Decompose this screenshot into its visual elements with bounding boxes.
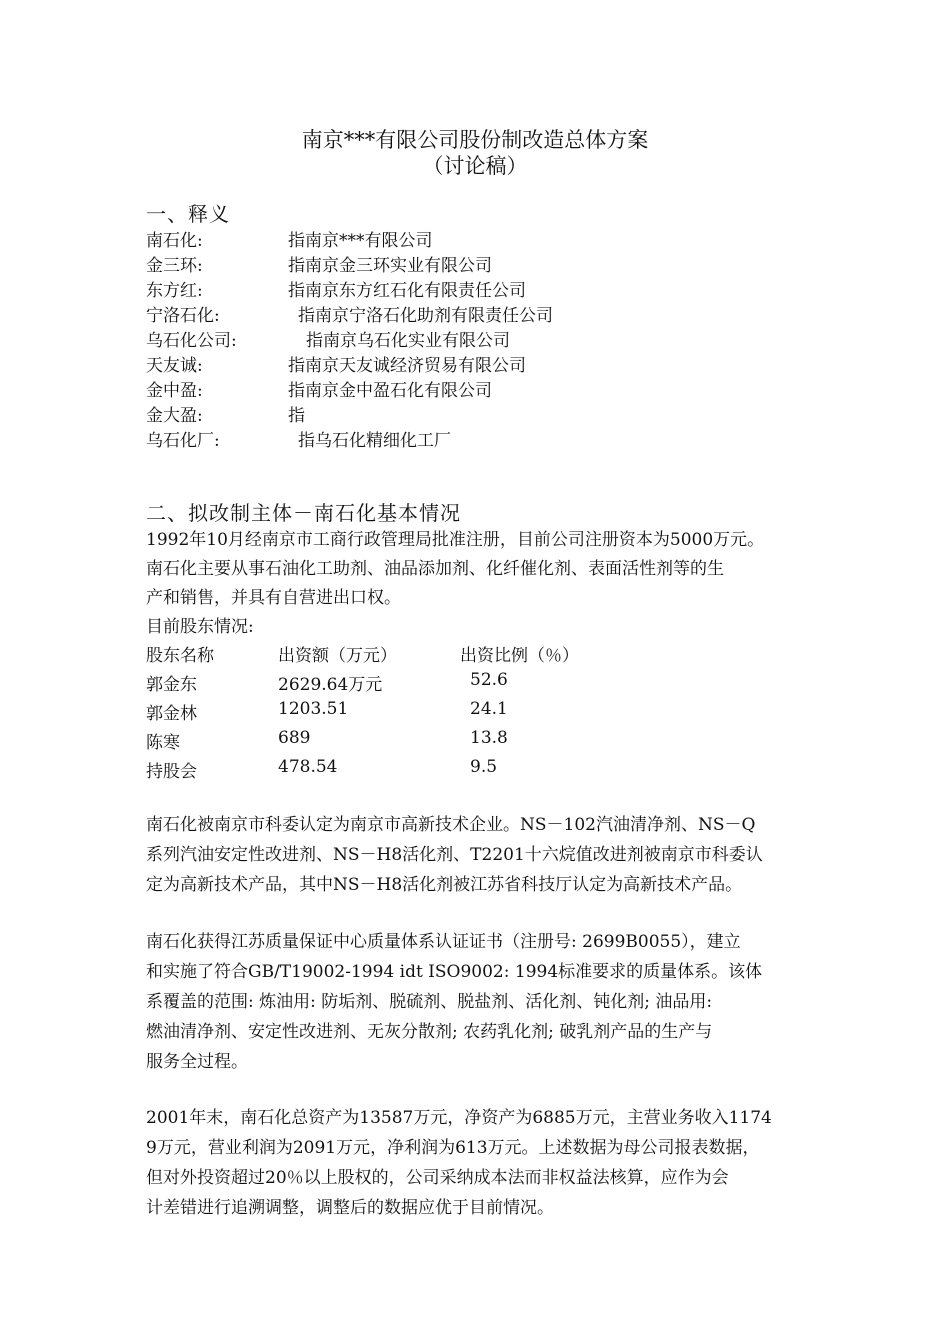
section2-heading: 二、拟改制主体－南石化基本情况: [146, 501, 461, 525]
definition-term: 乌石化公司:: [146, 331, 237, 351]
definition-text: 指南京宁洛石化助剂有限责任公司: [298, 306, 553, 326]
definition-term: 天友诚:: [146, 356, 203, 376]
intro-line: 1992年10月经南京市工商行政管理局批准注册，目前公司注册资本为5000万元。: [146, 530, 765, 550]
table-cell: 13.8: [470, 728, 508, 748]
table-cell: 陈寒: [146, 733, 180, 753]
table-header: 股东名称: [146, 646, 214, 666]
definition-term: 乌石化厂:: [146, 431, 220, 451]
table-cell: 2629.64万元: [278, 675, 383, 695]
definition-term: 宁洛石化:: [146, 306, 220, 326]
paragraph-line: 系列汽油安定性改进剂、NS－H8活化剂、T2201十六烷值改进剂被南京市科委认: [146, 845, 763, 865]
definition-text: 指南京***有限公司: [288, 231, 433, 251]
paragraph-line: 燃油清净剂、安定性改进剂、无灰分散剂; 农药乳化剂; 破乳剂产品的生产与: [146, 1022, 713, 1042]
paragraph-finance: [146, 1103, 811, 1223]
section1-heading: 一、释义: [146, 202, 230, 226]
paragraph-line: 定为高新技术产品，其中NS－H8活化剂被江苏省科技厅认定为高新技术产品。: [146, 875, 743, 895]
table-cell: 持股会: [146, 762, 197, 782]
definition-term: 金中盈:: [146, 381, 203, 401]
paragraph-line: 2001年末，南石化总资产为13587万元，净资产为6885万元，主营业务收入1174: [146, 1108, 772, 1128]
paragraph-line: 和实施了符合GB/T19002-1994 idt ISO9002: 1994标准要求的质量体系。该体: [146, 962, 763, 982]
paragraph-quality: [146, 927, 811, 1077]
table-cell: 52.6: [470, 670, 508, 690]
definition-term: 南石化:: [146, 231, 203, 251]
definition-text: 指南京天友诚经济贸易有限公司: [288, 356, 526, 376]
paragraph-line: 但对外投资超过20％以上股权的，公司采纳成本法而非权益法核算，应作为会: [146, 1168, 729, 1188]
intro-line: 南石化主要从事石油化工助剂、油品添加剂、化纤催化剂、表面活性剂等的生: [146, 559, 724, 579]
paragraph-line: 南石化被南京市科委认定为南京市高新技术企业。NS－102汽油清净剂、NS－Q: [146, 815, 756, 835]
definition-term: 金三环:: [146, 256, 203, 276]
table-cell: 郭金东: [146, 675, 197, 695]
definition-text: 指南京乌石化实业有限公司: [306, 331, 510, 351]
definition-text: 指乌石化精细化工厂: [298, 431, 451, 451]
definition-text: 指南京金中盈石化有限公司: [288, 381, 492, 401]
table-cell: 1203.51: [278, 699, 349, 719]
shareholders-caption: 目前股东情况:: [146, 617, 254, 637]
definition-term: 金大盈:: [146, 406, 203, 426]
paragraph-line: 9万元，营业利润为2091万元，净利润为613万元。上述数据为母公司报表数据，: [146, 1138, 760, 1158]
paragraph-line: 南石化获得江苏质量保证中心质量体系认证证书（注册号: 2699B0055），建立: [146, 932, 741, 952]
document-subtitle: （讨论稿）: [422, 154, 528, 178]
paragraph-high-tech: [146, 810, 811, 900]
table-cell: 689: [278, 728, 311, 748]
paragraph-line: 服务全过程。: [146, 1052, 248, 1072]
paragraph-line: 系覆盖的范围: 炼油用: 防垢剂、脱硫剂、脱盐剂、活化剂、钝化剂; 油品用:: [146, 992, 713, 1012]
document-title: 南京***有限公司股份制改造总体方案: [301, 128, 649, 152]
intro-line: 产和销售，并具有自营进出口权。: [146, 588, 401, 608]
definition-text: 指南京东方红石化有限责任公司: [288, 281, 526, 301]
definition-text: 指: [288, 406, 305, 426]
table-cell: 24.1: [470, 699, 508, 719]
table-header: 出资比例（％）: [460, 646, 579, 666]
table-cell: 郭金林: [146, 704, 197, 724]
table-header: 出资额（万元）: [278, 646, 397, 666]
table-cell: 478.54: [278, 757, 338, 777]
table-cell: 9.5: [470, 757, 498, 777]
paragraph-line: 计差错进行追溯调整，调整后的数据应优于目前情况。: [146, 1198, 554, 1218]
definition-text: 指南京金三环实业有限公司: [288, 256, 492, 276]
definition-term: 东方红:: [146, 281, 203, 301]
